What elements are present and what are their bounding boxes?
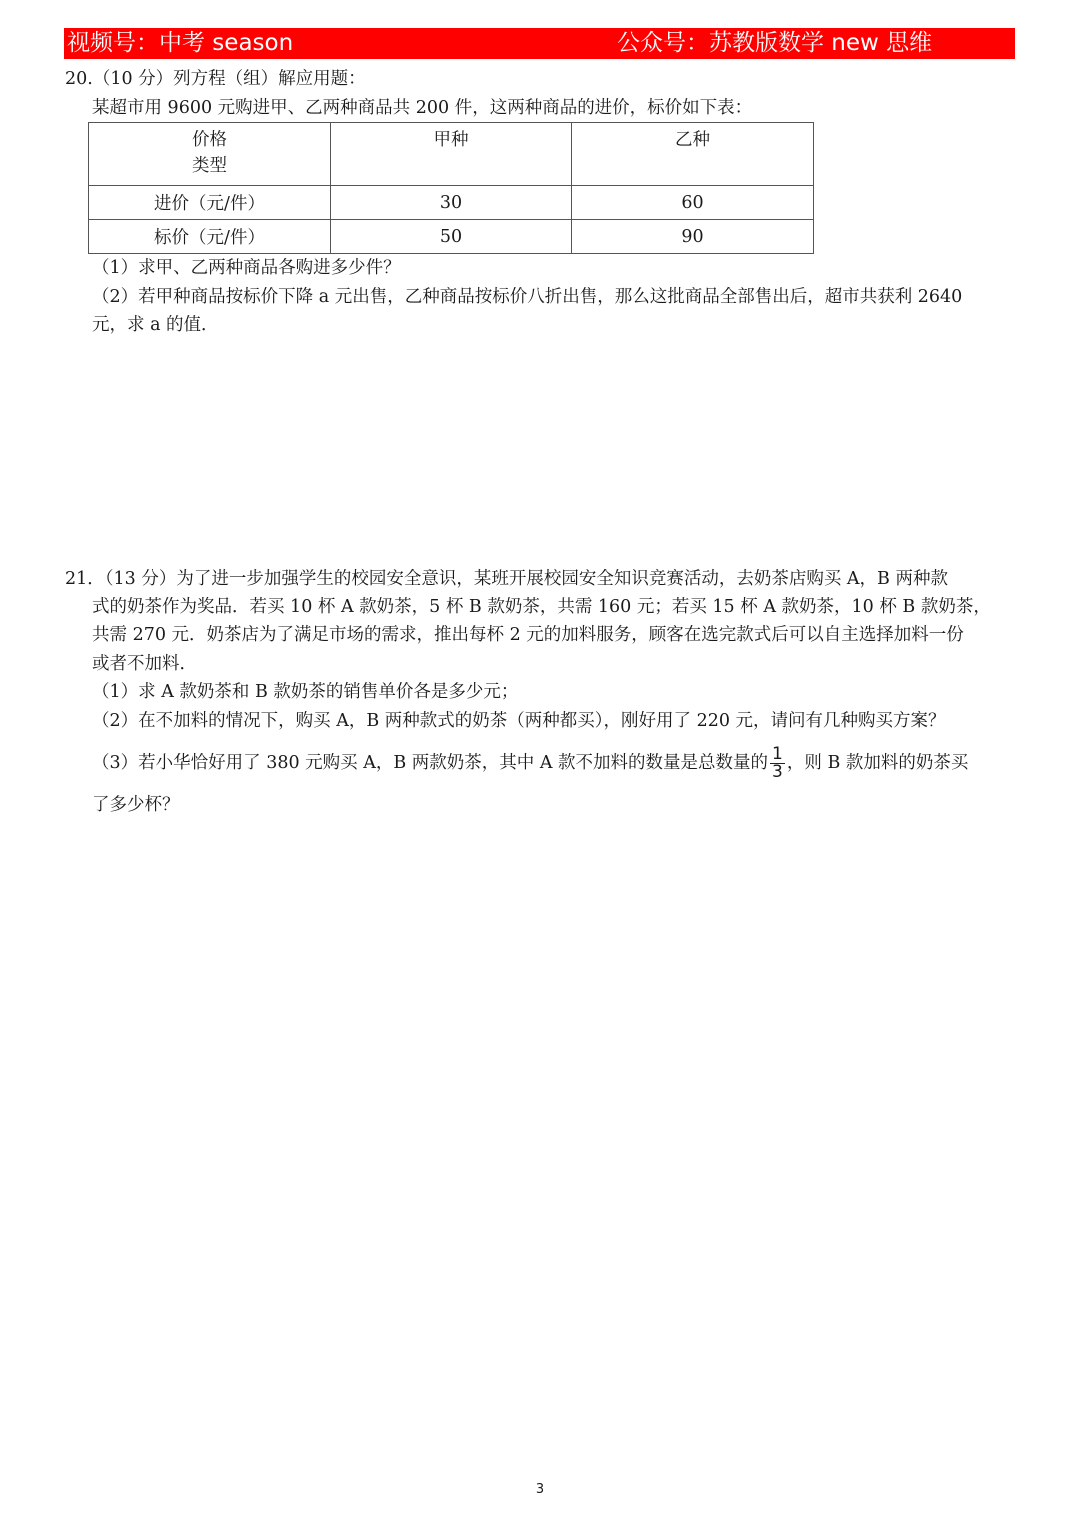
q21-part3	[92, 746, 968, 781]
table-header-yi: 乙种	[572, 123, 814, 186]
banner-left-text: 视频号：中考 season	[67, 30, 294, 56]
q20-part2-line1: （2）若甲种商品按标价下降 a 元出售，乙种商品按标价八折出售，那么这批商品全部售出后，超市共获利 2640	[92, 287, 963, 307]
q21-line1: 21．（13 分）为了进一步加强学生的校园安全意识，某班开展校园安全知识竞赛活动，去奶茶店购买 A，B 两种款	[65, 569, 948, 589]
table-header-jia: 甲种	[331, 123, 572, 186]
page-number: 3	[535, 1482, 545, 1497]
banner-right-text: 公众号：苏教版数学 new 思维	[617, 30, 933, 56]
header-type-label: 类型	[192, 156, 227, 176]
q21-part3-line2: 了多少杯？	[92, 795, 180, 815]
q21-line3: 共需 270 元．奶茶店为了满足市场的需求，推出每杯 2 元的加料服务，顾客在选完款式后可以自主选择加料一份	[92, 625, 964, 645]
header-price-label: 价格	[192, 130, 227, 150]
q20-intro: 某超市用 9600 元购进甲、乙两种商品共 200 件，这两种商品的进价，标价如下表：	[92, 98, 753, 118]
row-label: 标价（元/件）	[89, 220, 331, 254]
q21-line4: 或者不加料．	[92, 654, 197, 674]
table-header-row	[89, 123, 814, 186]
cell-jia: 30	[331, 186, 572, 220]
cell-yi: 90	[572, 220, 814, 254]
cell-jia: 50	[331, 220, 572, 254]
q21-line2: 式的奶茶作为奖品．若买 10 杯 A 款奶茶，5 杯 B 款奶茶，共需 160 元；若买 15 杯 A 款奶茶，10 杯 B 款奶茶，	[92, 597, 991, 617]
q20-title: 20.（10 分）列方程（组）解应用题：	[65, 69, 366, 89]
q21-part3-before: （3）若小华恰好用了 380 元购买 A，B 两款奶茶，其中 A 款不加料的数量是总数量的	[92, 753, 769, 773]
q21-part2: （2）在不加料的情况下，购买 A，B 两种款式的奶茶（两种都买），刚好用了 220 元，请问有几种购买方案？	[92, 711, 946, 731]
header-banner	[64, 28, 1015, 59]
table-row	[89, 220, 814, 254]
fraction-one-third	[770, 746, 785, 781]
q20-part2-line2: 元，求 a 的值．	[92, 315, 219, 335]
table-row	[89, 186, 814, 220]
q20-part1: （1）求甲、乙两种商品各购进多少件？	[92, 258, 401, 278]
q21-part3-after: ，则 B 款加料的奶茶买	[786, 753, 969, 773]
price-table	[88, 122, 814, 254]
fraction-numerator: 1	[772, 744, 783, 764]
cell-yi: 60	[572, 186, 814, 220]
fraction-denominator: 3	[772, 762, 783, 782]
table-header-corner	[89, 123, 331, 186]
q21-part1: （1）求 A 款奶茶和 B 款奶茶的销售单价各是多少元；	[92, 682, 519, 702]
row-label: 进价（元/件）	[89, 186, 331, 220]
